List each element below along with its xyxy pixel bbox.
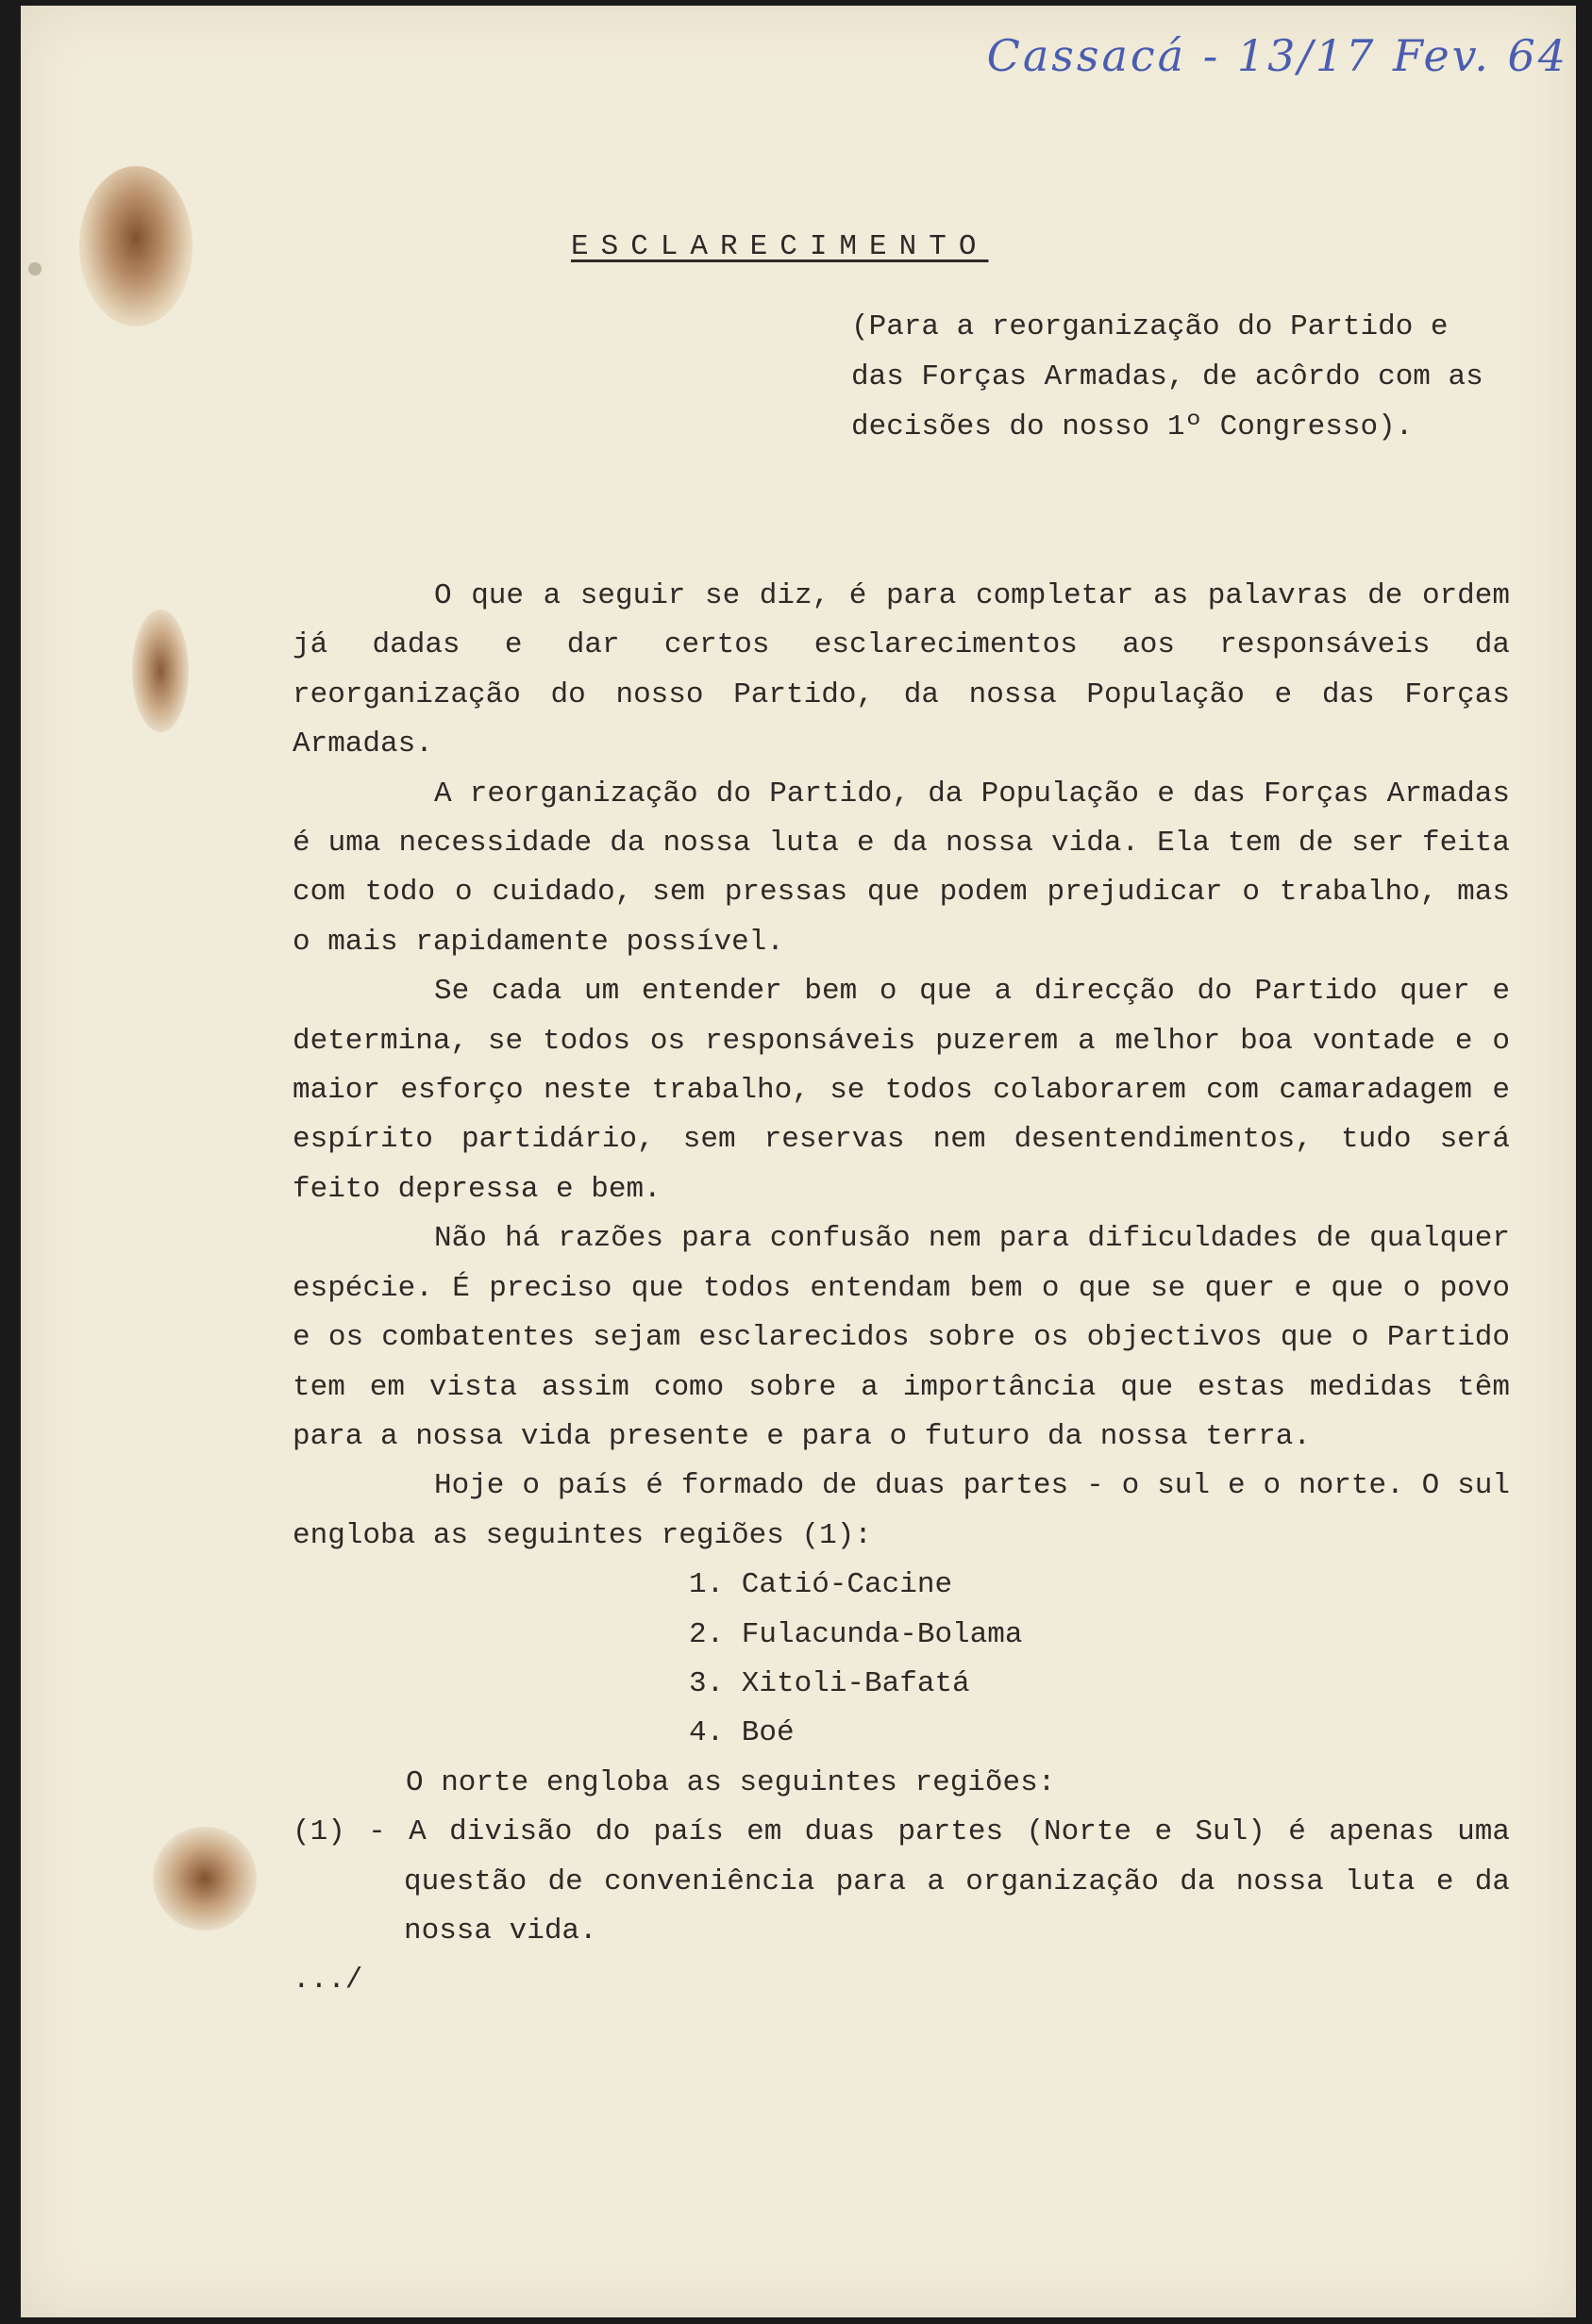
south-regions-list [689,1561,1510,1759]
document-body [293,572,1510,2006]
paragraph: Não há razões para confusão nem para dificuldades de qualquer espécie. É preciso que todos entendam bem o que se quer e que o povo e os combatentes sejam esclarecidos sobre os objectivos que o Partido tem em vista assim como sobre a importância que estas medidas têm para a nossa vida presente e para o futuro da nossa terra. [293,1222,1510,1453]
paragraph: A reorganização do Partido, da População e das Forças Armadas é uma necessidade da nossa luta e da nossa vida. Ela tem de ser feita com todo o cuidado, sem pressas que podem prejudicar o trabalho, mas o mais rapidamente possível. [293,777,1510,959]
continuation-mark: .../ [293,1964,363,1998]
punch-hole [28,262,42,276]
paragraph: Se cada um entender bem o que a direcção do Partido quer e determina, se todos os responsáveis puzerem a melhor boa vontade e o maior esforço neste trabalho, se todos colaborarem com camaradagem e espírito partidário, sem reservas nem desentendimentos, tudo será feito depressa e bem. [293,975,1510,1206]
paragraph: O norte engloba as seguintes regiões: [406,1765,1056,1799]
rust-stain [153,1827,257,1931]
rust-stain [132,610,189,732]
list-item: 4. Boé [689,1716,795,1750]
paragraph: O que a seguir se diz, é para completar as palavras de ordem já dadas e dar certos esclarecimentos aos responsáveis da reorganização do nosso Partido, da nossa População e das Forças Armadas. [293,579,1510,761]
document-page [21,6,1576,2317]
handwritten-note: Cassacá - 13/17 Fev. 64 [986,30,1568,81]
rust-stain [79,166,193,326]
document-subtitle: (Para a reorganização do Partido e das Forças Armadas, de acôrdo com as decisões do nosso 1º Congresso). [851,310,1483,443]
document-title: ESCLARECIMENTO [571,230,989,263]
footnote: (1) - A divisão do país em duas partes (Norte e Sul) é apenas uma questão de conveniência para a organização da nossa luta e da nossa vida. [293,1815,1510,1948]
paragraph: Hoje o país é formado de duas partes - o sul e o norte. O sul engloba as seguintes regiões (1): [293,1469,1510,1552]
list-item: 3. Xitoli-Bafatá [689,1666,970,1700]
list-item: 1. Catió-Cacine [689,1568,953,1602]
list-item: 2. Fulacunda-Bolama [689,1617,1023,1651]
